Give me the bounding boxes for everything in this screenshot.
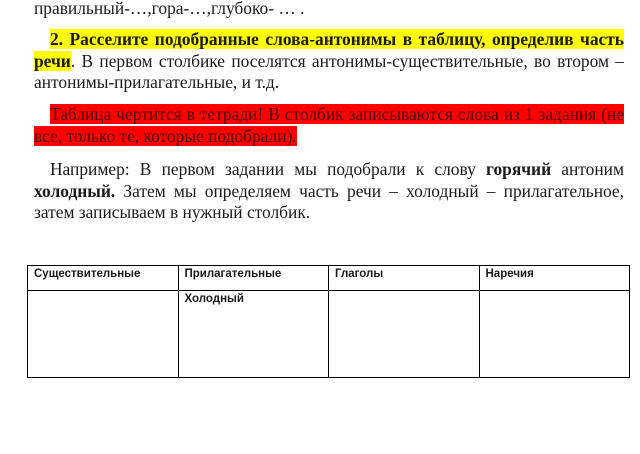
top-line-text: правильный-…,гора-…,глубоко- … .: [34, 0, 305, 18]
task2-dot: .: [70, 50, 76, 71]
parts-of-speech-table: [27, 265, 630, 378]
note-paragraph: [34, 104, 624, 147]
note-highlight: Таблица чертится в тетради! В столбик записываются слова из 1 задания (не все, только те, которые подобрали).: [34, 104, 624, 146]
example-paragraph: [34, 159, 624, 224]
header-nouns: Существительные: [28, 266, 179, 291]
task2-heading: 2. Расселите подобранные слова-антонимы в таблицу, определив часть речи: [34, 29, 624, 71]
example-part3: Затем мы определяем часть речи – холодный – прилагательное, затем записываем в нужный столбик.: [34, 180, 624, 222]
header-adverbs: Наречия: [479, 266, 630, 291]
cell-nouns: [28, 291, 179, 378]
task2-paragraph: [34, 29, 624, 94]
example-part2: антоним: [551, 159, 624, 179]
header-adjectives: Прилагательные: [178, 266, 329, 291]
cell-adjectives: Холодный: [178, 291, 329, 378]
cell-adverbs: [479, 291, 630, 378]
example-word-cold: холодный.: [34, 180, 116, 201]
task2-rest: В первом столбике поселятся антонимы-существительные, во втором – антонимы-прилагательные, и т.д.: [34, 50, 624, 92]
table-row: [28, 291, 630, 378]
header-verbs: Глаголы: [329, 266, 480, 291]
example-word-hot: горячий: [486, 159, 552, 179]
example-part1: Например: В первом задании мы подобрали к слову: [50, 159, 486, 179]
table-header-row: [28, 266, 630, 291]
cell-verbs: [329, 291, 480, 378]
